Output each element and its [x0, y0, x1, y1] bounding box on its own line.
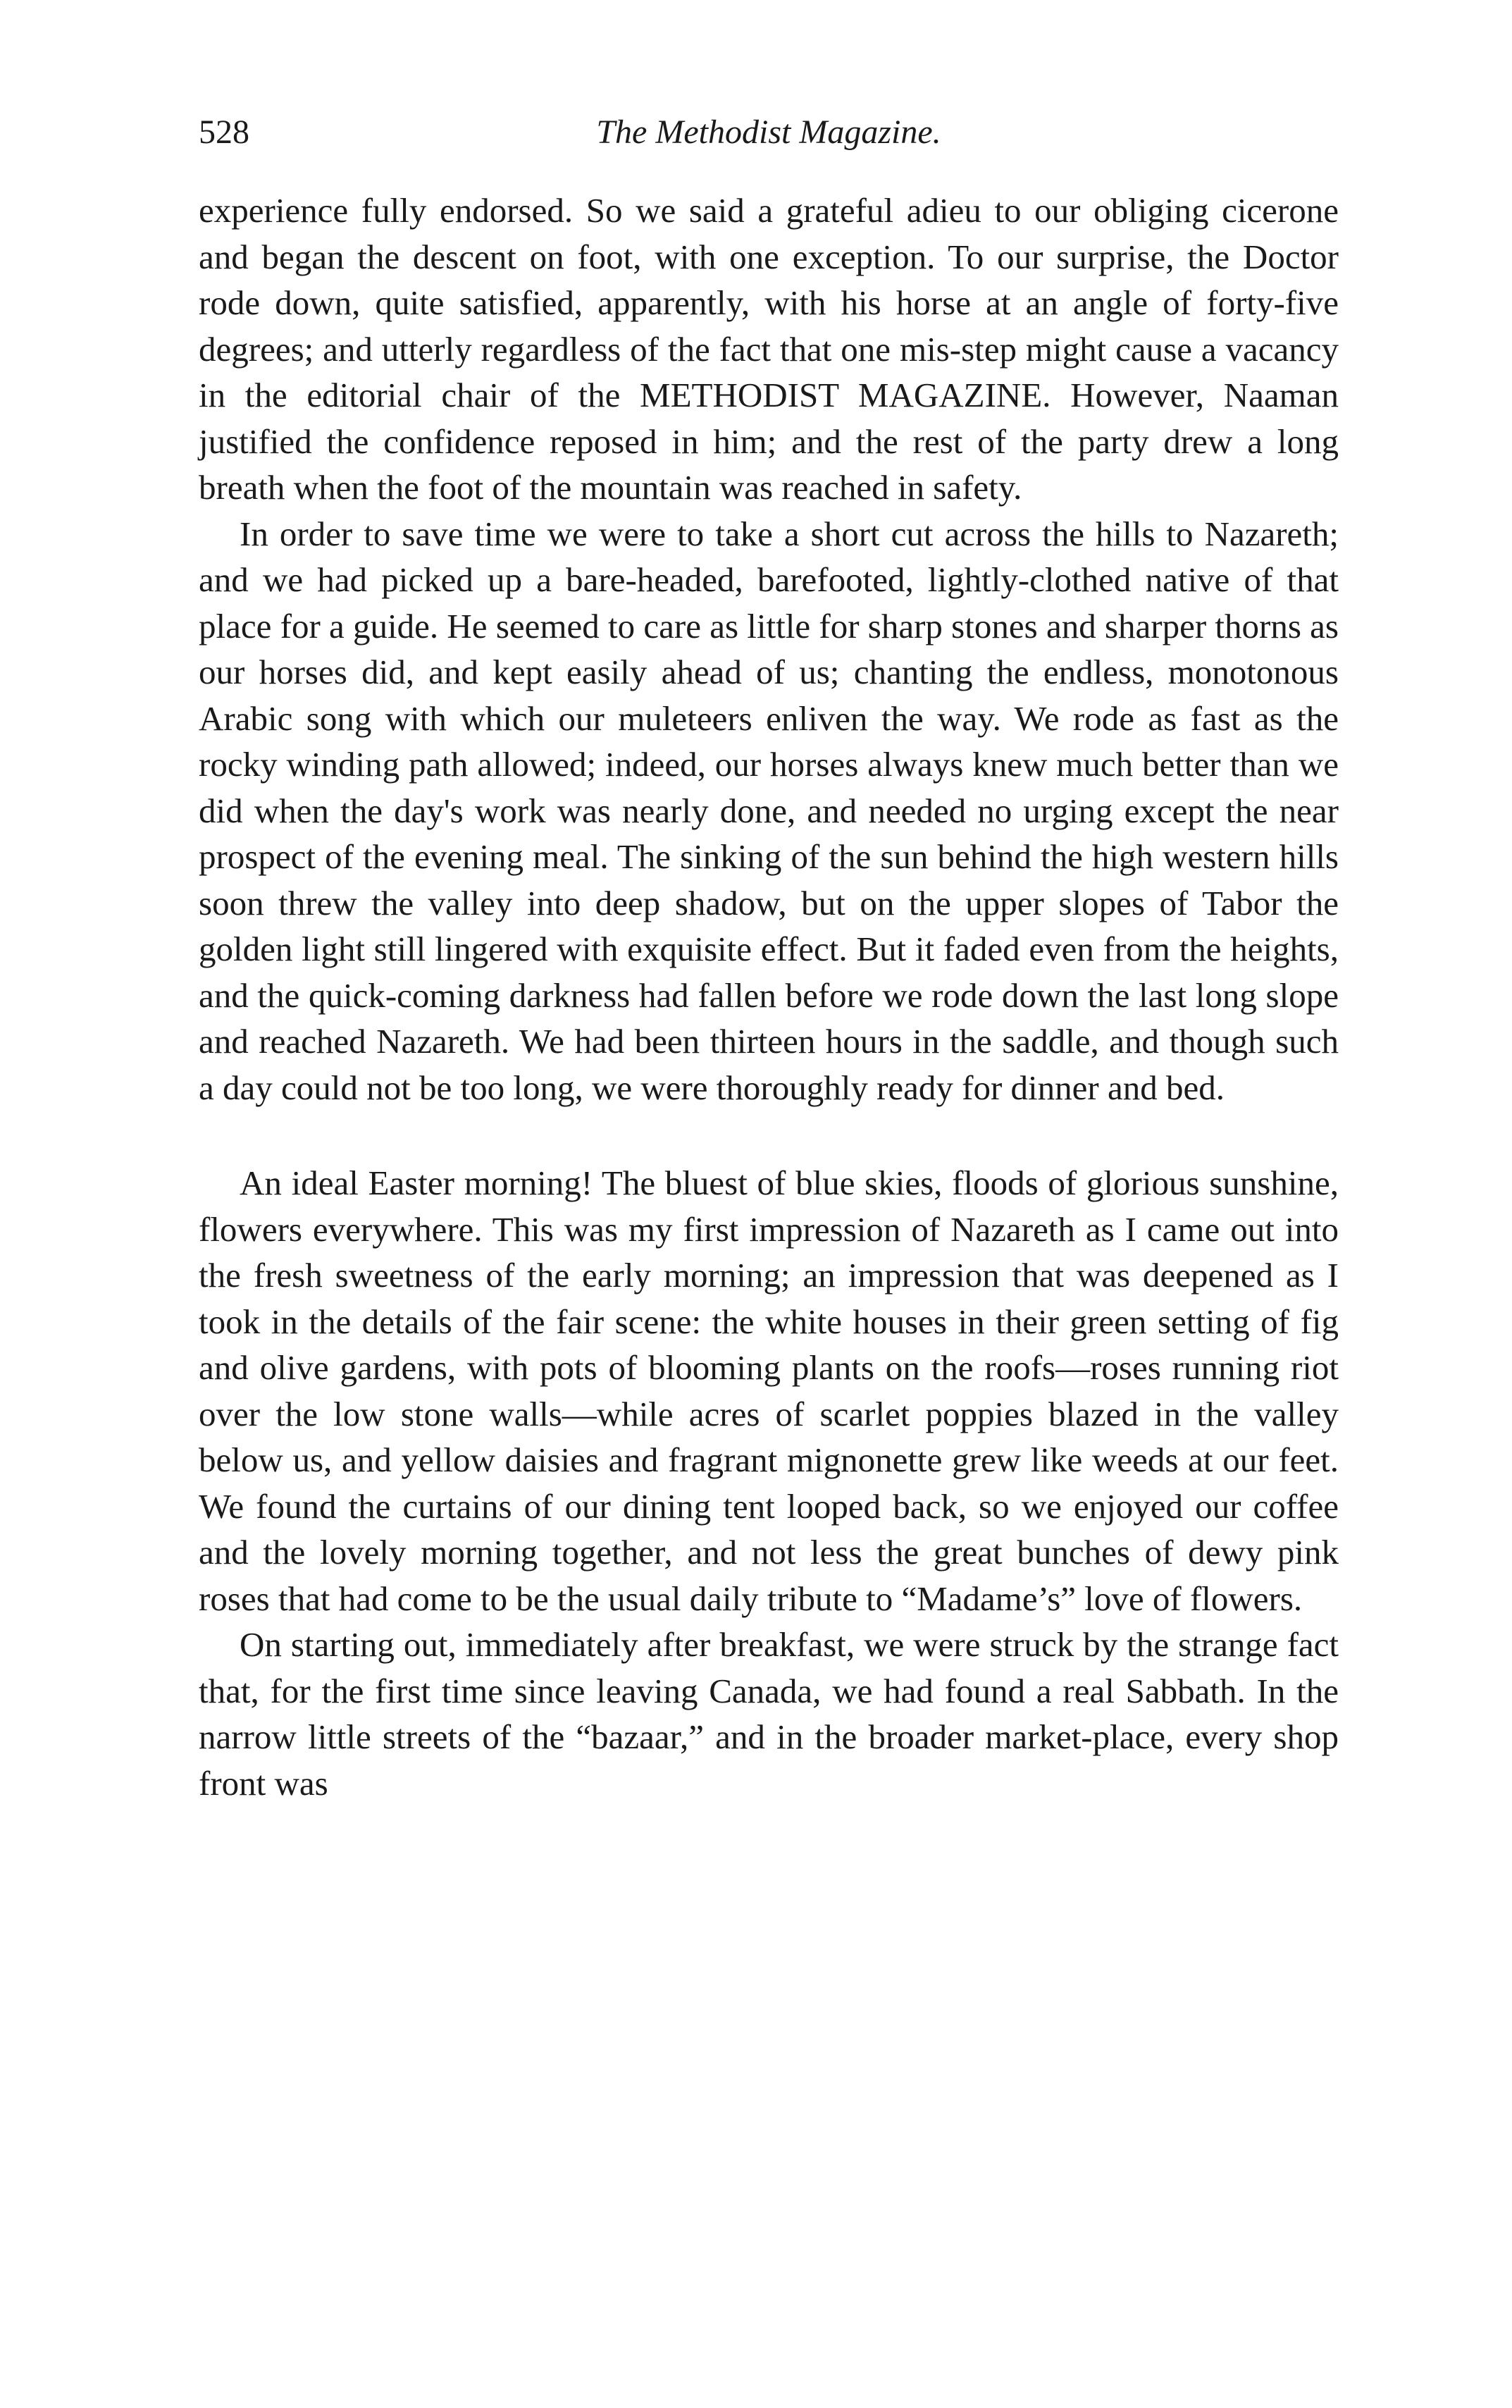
paragraph-4: On starting out, immediately after breakfast, we were struck by the strange fact that, for the first time since leaving Canada, we had found a real Sabbath. In the narrow little streets of the “bazaar,” and in the broader market-place, every shop front was: [199, 1625, 1339, 1803]
document-page: [199, 113, 1339, 1806]
running-title: The Methodist Magazine.: [596, 113, 941, 151]
running-head: [199, 113, 1339, 162]
paragraph-1: experience fully endorsed. So we said a grateful adieu to our obliging cicerone and began the descent on foot, with one exception. To our surprise, the Doctor rode down, quite satisfied, apparently, with his horse at an angle of forty-five degrees; and utterly regardless of the fact that one mis-step might cause a vacancy in the editorial chair of the METHODIST MAGAZINE. However, Naaman justified the confidence reposed in him; and the rest of the party drew a long breath when the foot of the mountain was reached in safety.: [199, 191, 1339, 507]
paragraph-3: An ideal Easter morning! The bluest of blue skies, floods of glorious sunshine, flowers everywhere. This was my first impression of Nazareth as I came out into the fresh sweetness of the early morning; an impression that was deepened as I took in the details of the fair scene: the white houses in their green setting of fig and olive gardens, with pots of blooming plants on the roofs—roses running riot over the low stone walls—while acres of scarlet poppies blazed in the valley below us, and yellow daisies and fragrant mignonette grew like weeds at our feet. We found the curtains of our dining tent looped back, so we enjoyed our coffee and the lovely morning together, and not less the great bunches of dewy pink roses that had come to be the usual daily tribute to “Madame’s” love of flowers.: [199, 1163, 1339, 1618]
page-number: 528: [199, 113, 249, 151]
paragraph-2: In order to save time we were to take a short cut across the hills to Nazareth; and we had picked up a bare-headed, barefooted, lightly-clothed native of that place for a guide. He seemed to care as little for sharp stones and sharper thorns as our horses did, and kept easily ahead of us; chanting the endless, monotonous Arabic song with which our muleteers enliven the way. We rode as fast as the rocky winding path allowed; indeed, our horses always knew much better than we did when the day's work was nearly done, and needed no urging except the near prospect of the evening meal. The sinking of the sun behind the high western hills soon threw the valley into deep shadow, but on the upper slopes of Tabor the golden light still lingered with exquisite effect. But it faded even from the heights, and the quick-coming darkness had fallen before we rode down the last long slope and reached Nazareth. We had been thirteen hours in the saddle, and though such a day could not be too long, we were thoroughly ready for dinner and bed.: [199, 514, 1339, 1107]
